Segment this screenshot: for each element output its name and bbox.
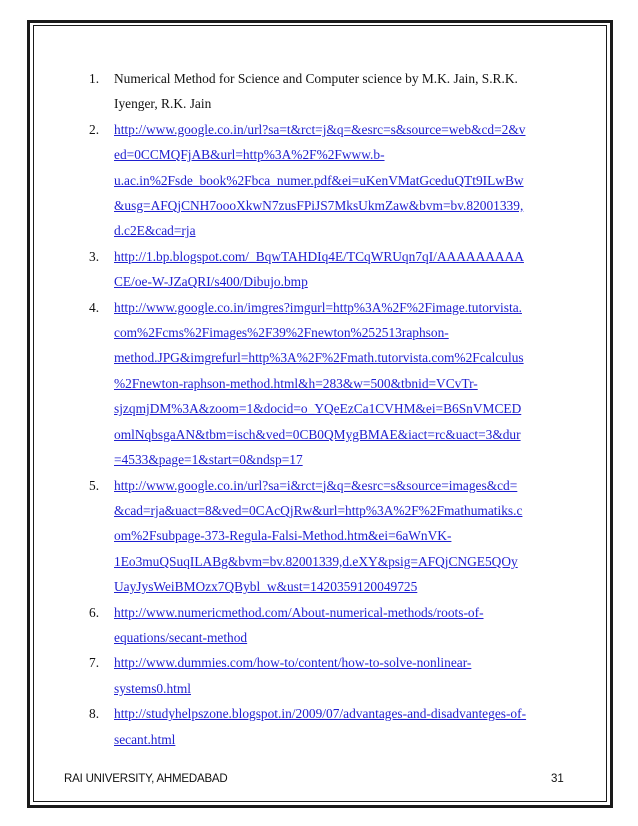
reference-text-line: Numerical Method for Science and Computer science by M.K. Jain, S.R.K. [114, 71, 518, 86]
reference-link-line[interactable]: http://1.bp.blogspot.com/_BqwTAHDIq4E/TCqWRUqn7qI/AAAAAAAAA [114, 248, 524, 264]
reference-number: 1. [89, 71, 100, 86]
footer-organization: RAI UNIVERSITY, AHMEDABAD [64, 773, 228, 785]
reference-link-line[interactable]: &usg=AFQjCNH7oooXkwN7zusFPiJS7MksUkmZaw&bvm=bv.82001339, [114, 198, 524, 214]
reference-list [89, 66, 569, 752]
reference-link-line[interactable]: method.JPG&imgrefurl=http%3A%2F%2Fmath.tutorvista.com%2Fcalculus [114, 350, 524, 366]
reference-link-line[interactable]: http://www.google.co.in/imgres?imgurl=http%3A%2F%2Fimage.tutorvista. [114, 299, 522, 315]
reference-link-line[interactable]: =4533&page=1&start=0&ndsp=17 [114, 452, 303, 468]
reference-number: 7. [89, 655, 100, 671]
reference-link-line[interactable]: http://www.google.co.in/url?sa=i&rct=j&q=&esrc=s&source=images&cd= [114, 477, 518, 493]
reference-link-line[interactable]: systems0.html [114, 680, 192, 696]
reference-item[interactable] [89, 295, 569, 473]
reference-link-line[interactable]: %2Fnewton-raphson-method.html&h=283&w=500&tbnid=VCvTr- [114, 375, 478, 391]
reference-item[interactable] [89, 600, 569, 651]
reference-item[interactable] [89, 701, 569, 752]
reference-link-line[interactable]: d.c2E&cad=rja [114, 223, 196, 239]
reference-link-line[interactable]: CE/oe-W-JZaQRI/s400/Dibujo.bmp [114, 274, 308, 290]
reference-link-line[interactable]: &cad=rja&uact=8&ved=0CAcQjRw&url=http%3A%2F%2Fmathumatiks.c [114, 502, 523, 518]
reference-item[interactable] [89, 650, 569, 701]
reference-number: 8. [89, 706, 100, 722]
reference-text-line: Iyenger, R.K. Jain [114, 96, 212, 112]
reference-item[interactable] [89, 244, 569, 295]
reference-link-line[interactable]: u.ac.in%2Fsde_book%2Fbca_numer.pdf&ei=uKenVMatGceduQTt9ILwBw [114, 172, 524, 188]
reference-link-line[interactable]: omlNqbsgaAN&tbm=isch&ved=0CB0QMygBMAE&iact=rc&uact=3&dur [114, 426, 521, 442]
reference-link-line[interactable]: sjzqmjDM%3A&zoom=1&docid=o_YQeEzCa1CVHM&ei=B6SnVMCED [114, 401, 522, 417]
reference-item[interactable] [89, 117, 569, 244]
reference-link-line[interactable]: UayJysWeiBMOzx7QBybl_w&ust=1420359120049725 [114, 579, 418, 595]
reference-number: 4. [89, 299, 100, 315]
reference-link-line[interactable]: om%2Fsubpage-373-Regula-Falsi-Method.htm&ei=6aWnVK- [114, 528, 452, 544]
reference-link-line[interactable]: ed=0CCMQFjAB&url=http%3A%2F%2Fwww.b- [114, 147, 385, 163]
reference-number: 5. [89, 477, 100, 493]
reference-link-line[interactable]: secant.html [114, 731, 176, 747]
reference-link-line[interactable]: http://studyhelpszone.blogspot.in/2009/07/advantages-and-disadvanteges-of- [114, 706, 527, 722]
reference-number: 2. [89, 121, 100, 137]
reference-link-line[interactable]: http://www.google.co.in/url?sa=t&rct=j&q=&esrc=s&source=web&cd=2&v [114, 121, 526, 137]
footer-page-number: 31 [551, 773, 564, 785]
reference-link-line[interactable]: http://www.dummies.com/how-to/content/how-to-solve-nonlinear- [114, 655, 472, 671]
reference-link-line[interactable]: com%2Fcms%2Fimages%2F39%2Fnewton%252513raphson- [114, 325, 449, 341]
reference-link-line[interactable]: 1Eo3muQSuqILABg&bvm=bv.82001339,d.eXY&psig=AFQjCNGE5QOy [114, 553, 518, 569]
reference-number: 6. [89, 604, 100, 620]
reference-number: 3. [89, 248, 100, 264]
reference-link-line[interactable]: http://www.numericmethod.com/About-numerical-methods/roots-of- [114, 604, 484, 620]
reference-link-line[interactable]: equations/secant-method [114, 629, 248, 645]
reference-item[interactable] [89, 473, 569, 600]
reference-item [89, 66, 569, 117]
